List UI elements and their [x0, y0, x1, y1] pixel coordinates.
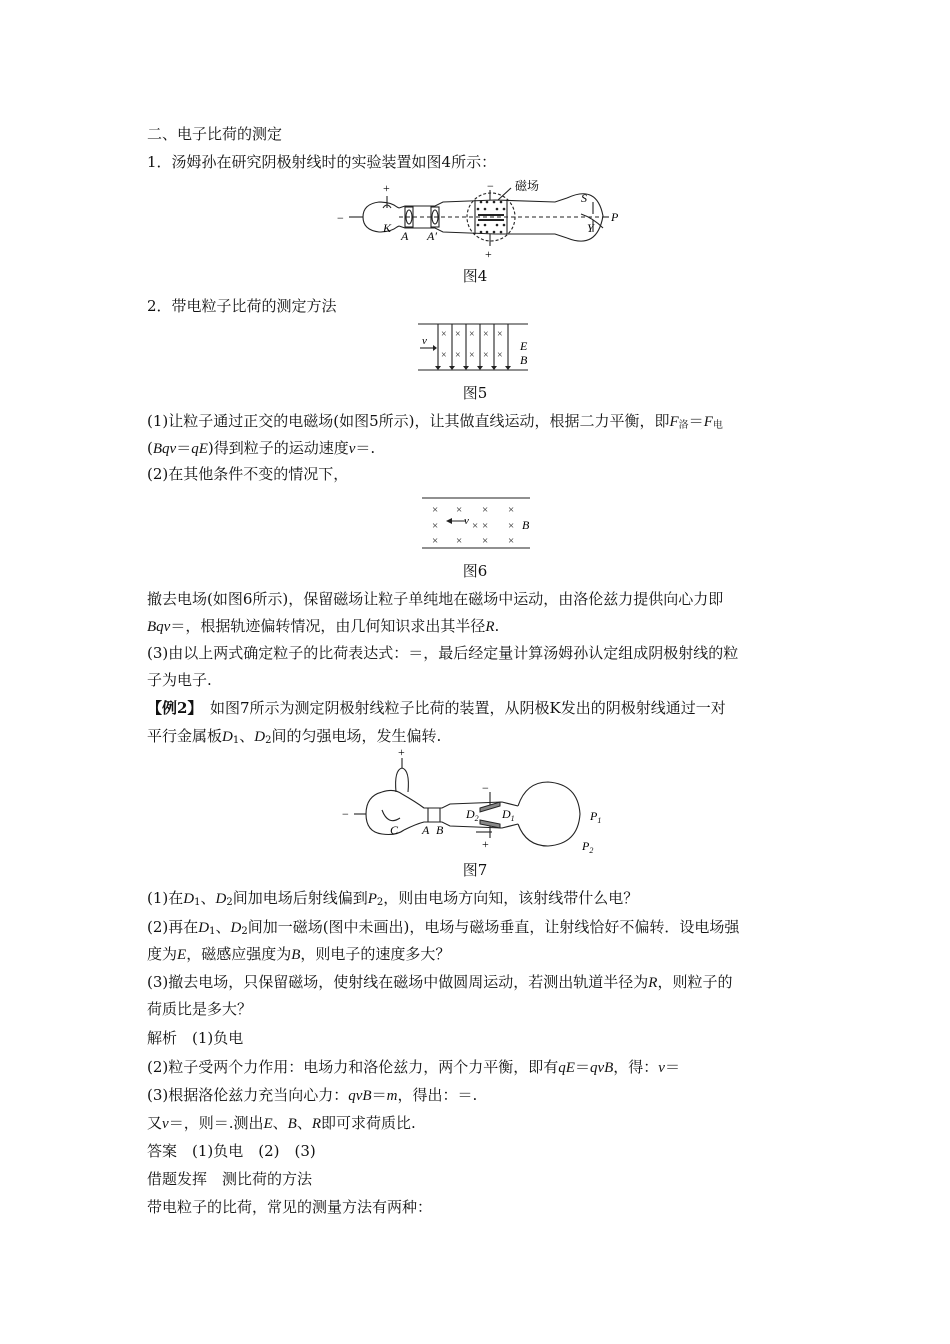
svg-text:×: × — [441, 350, 447, 361]
svg-text:×: × — [483, 329, 489, 340]
question-1: (1)在$D_1$、$D_2$间加电场后射线偏到$P_2$，则由电场方向知，该射线带什么电？ — [147, 889, 639, 908]
figure-6-caption: 图6 — [462, 562, 488, 580]
fig4-label-a: A — [401, 229, 409, 243]
figure-5-caption: 图5 — [462, 384, 488, 402]
tip-title: 借题发挥 测比荷的方法 — [147, 1170, 313, 1188]
para-2: (2)在其他条件不变的情况下， — [147, 465, 349, 483]
para-3-line-2: Bqv＝，根据轨迹偏转情况，由几何知识求出其半径R. — [147, 617, 500, 635]
fig7-label-a: A — [422, 823, 430, 837]
para-4-line-2: 子为电子. — [147, 671, 212, 689]
svg-text:×: × — [497, 350, 503, 361]
fig4-label-k: K — [383, 221, 392, 235]
fig7-minus-left: − — [342, 807, 349, 821]
fig4-label-s: S — [581, 191, 587, 205]
fig4-label-p: P — [611, 210, 619, 224]
item-1: 1．汤姆孙在研究阴极射线时的实验装置如图4所示： — [147, 153, 497, 171]
fig5-label-b: B — [520, 353, 528, 367]
svg-text:×: × — [508, 504, 515, 516]
svg-text:×: × — [508, 520, 515, 532]
svg-text:×: × — [472, 520, 479, 532]
svg-text:×: × — [497, 329, 503, 340]
question-3-line-1: (3)撤去电场，只保留磁场，使射线在磁场中做圆周运动，若测出轨道半径为R，则粒子的 — [147, 973, 733, 991]
figure-4-caption: 图4 — [462, 267, 488, 285]
fig4-minus-left: − — [337, 211, 344, 225]
section-heading: 二、电子比荷的测定 — [147, 125, 283, 143]
svg-text:×: × — [455, 350, 461, 361]
figure-5-crossed-fields — [416, 322, 536, 374]
svg-text:×: × — [508, 535, 515, 547]
svg-text:×: × — [482, 504, 489, 516]
solution-line-3: (3)根据洛伦兹力充当向心力：qvB＝m，得出：＝. — [147, 1086, 478, 1104]
fig7-label-d1: $D_1$ — [502, 807, 515, 823]
svg-text:×: × — [469, 329, 475, 340]
fig4-label-y: Y — [587, 221, 594, 235]
figure-7-caption: 图7 — [462, 861, 488, 879]
solution-line-4: 又v＝，则＝.测出E、B、R即可求荷质比. — [147, 1114, 416, 1132]
fig7-label-b: B — [436, 823, 444, 837]
svg-text:×: × — [482, 520, 489, 532]
fig4-label-a-prime: A′ — [427, 229, 437, 243]
solution-line-1: 解析 (1)负电 — [147, 1029, 244, 1047]
svg-text:×: × — [469, 350, 475, 361]
question-2-line-2: 度为E，磁感应强度为B，则电子的速度多大？ — [147, 945, 451, 963]
fig4-plus-top: + — [383, 181, 390, 195]
figure-7-deflection-tube — [342, 745, 612, 860]
question-2-line-1: (2)再在$D_1$、$D_2$间加一磁场(图中未画出)，电场与磁场垂直，让射线恰好不偏转．设电场强 — [147, 918, 740, 937]
fig7-label-p1: $P_1$ — [590, 809, 602, 825]
fig7-label-c: C — [390, 823, 399, 837]
fig4-plus-bottom: + — [485, 247, 492, 261]
svg-text:×: × — [456, 535, 463, 547]
figure-6-magnetic-field — [420, 496, 532, 550]
svg-text:×: × — [441, 329, 447, 340]
example-tag: 【例2】 — [147, 699, 195, 717]
fig7-label-d2: $D_2$ — [466, 807, 479, 823]
para-3-line-1: 撤去电场(如图6所示)，保留磁场让粒子单纯地在磁场中运动，由洛伦兹力提供向心力即 — [147, 590, 724, 608]
para-4-line-1: (3)由以上两式确定粒子的比荷表达式：＝，最后经定量计算汤姆孙认定组成阴极射线的粒 — [147, 644, 739, 662]
svg-text:×: × — [432, 520, 439, 532]
fig6-label-b: B — [522, 518, 530, 532]
fig7-plus-top: + — [398, 745, 405, 759]
svg-text:×: × — [432, 535, 439, 547]
svg-text:×: × — [455, 329, 461, 340]
fig4-magnet-label: 磁场 — [515, 179, 540, 193]
item-2: 2．带电粒子比荷的测定方法 — [147, 297, 337, 315]
example-2-line-2: 平行金属板$D_1$、$D_2$间的匀强电场，发生偏转. — [147, 727, 442, 746]
tip-text: 带电粒子的比荷，常见的测量方法有两种： — [147, 1198, 433, 1216]
svg-text:×: × — [482, 535, 489, 547]
para-1-line-2: (Bqv＝qE)得到粒子的运动速度v＝. — [147, 439, 376, 457]
para-1-line-1: (1)让粒子通过正交的电磁场(如图5所示)，让其做直线运动，根据二力平衡，即$F_洛=F_电$ — [147, 412, 723, 431]
fig7-plus: + — [482, 837, 489, 851]
solution-line-2: (2)粒子受两个力作用：电场力和洛伦兹力，两个力平衡，即有qE＝qvB，得：v＝ — [147, 1058, 680, 1076]
fig7-minus: − — [482, 781, 489, 795]
fig5-label-e: E — [520, 339, 528, 353]
question-3-line-2: 荷质比是多大？ — [147, 1000, 253, 1018]
svg-text:×: × — [456, 504, 463, 516]
fig6-label-v: v — [464, 515, 469, 527]
fig5-label-v: v — [422, 335, 427, 347]
svg-text:×: × — [483, 350, 489, 361]
answer-line: 答案 (1)负电 (2) (3) — [147, 1142, 316, 1160]
fig7-label-p2: $P_2$ — [582, 839, 594, 855]
fig4-minus-mid: − — [487, 179, 494, 193]
svg-text:×: × — [432, 504, 439, 516]
figure-4-thomson-tube — [335, 180, 625, 260]
example-2-line-1: 【例2】 如图7所示为测定阴极射线粒子比荷的装置，从阴极K发出的阴极射线通过一对 — [147, 699, 726, 717]
